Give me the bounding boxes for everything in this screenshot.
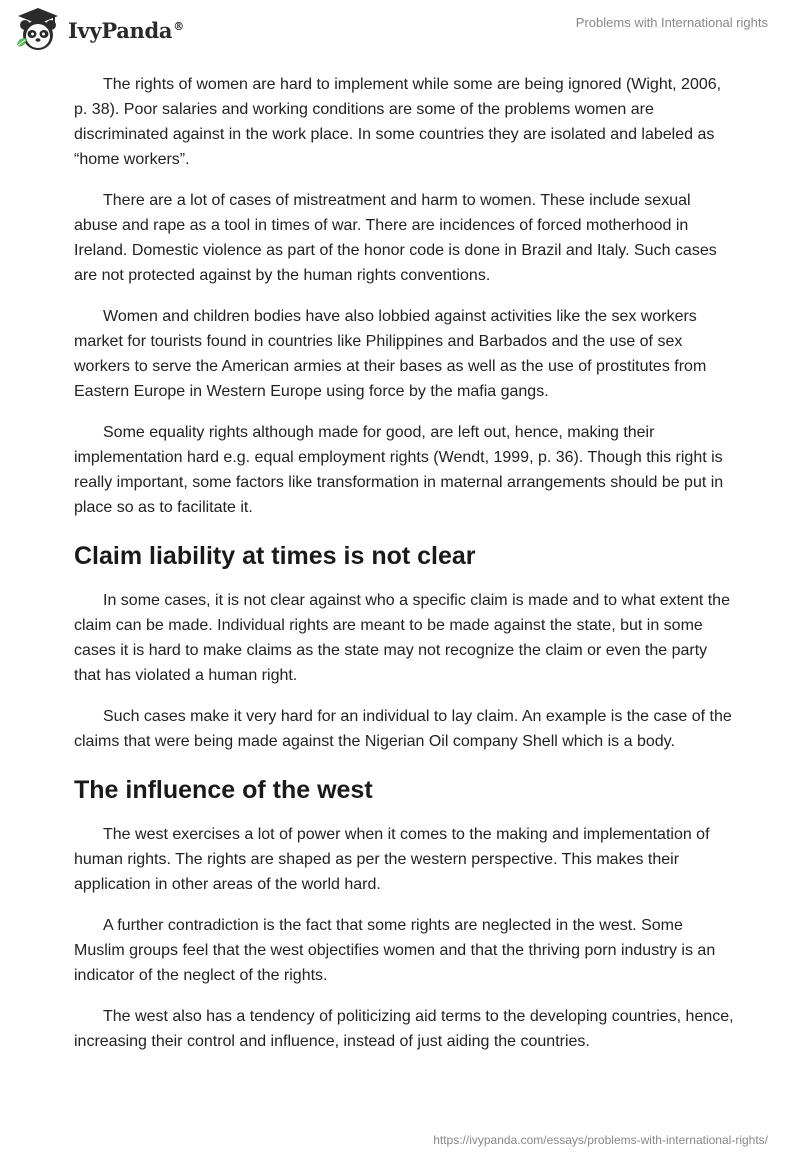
section-heading-influence-west: The influence of the west [74,776,373,804]
brand-name: IvyPanda® [68,17,184,43]
paragraph: The west also has a tendency of politicizing aid terms to the developing countries, hence, increasing their control and influence, instead of just aiding the countries. [74,1008,734,1050]
paragraph: The rights of women are hard to implement while some are being ignored (Wight, 2006, p. 38). Poor salaries and working conditions are some of the problems women are discriminated against in the work place. In some countries they are isolated and labeled as “home workers”. [74,76,722,168]
paragraph: A further contradiction is the fact that some rights are neglected in the west. Some Muslim groups feel that the west objectifies women and that the thriving porn industry is an indicator of the neglect of the rights. [74,917,716,984]
paragraph: There are a lot of cases of mistreatment and harm to women. These include sexual abuse and rape as a tool in times of war. There are incidences of forced motherhood in Ireland. Domestic violence as part of the honor code is done in Brazil and Italy. Such cases are not protected against by the human rights conventions. [74,192,717,284]
panda-icon [14,6,62,54]
paragraph: Some equality rights although made for good, are left out, hence, making their implementation hard e.g. equal employment rights (Wendt, 1999, p. 36). Though this right is really important, some factors like transformation in maternal arrangements should be put in place so as to facilitate it. [74,424,724,516]
ivypanda-logo[interactable] [14,6,184,54]
document-title: Problems with International rights [575,15,768,30]
source-url-link[interactable]: https://ivypanda.com/essays/problems-with-international-rights/ [433,1133,768,1147]
paragraph: In some cases, it is not clear against who a specific claim is made and to what extent the claim can be made. Individual rights are meant to be made against the state, but in some cases it is hard to make claims as the state may not recognize the claim or even the party that has violated a human right. [74,592,730,684]
section-heading-claim-liability: Claim liability at times is not clear [74,542,476,570]
paragraph: Such cases make it very hard for an individual to lay claim. An example is the case of the claims that were being made against the Nigerian Oil company Shell which is a body. [74,708,732,750]
paragraph: Women and children bodies have also lobbied against activities like the sex workers market for tourists found in countries like Philippines and Barbados and the use of sex workers to serve the American armies at their bases as well as the use of prostitutes from Eastern Europe in Western Europe using force by the mafia gangs. [74,308,707,400]
essay-body [74,72,734,1070]
page-header [0,0,800,60]
paragraph: The west exercises a lot of power when it comes to the making and implementation of human rights. The rights are shaped as per the western perspective. This makes their application in other areas of the world hard. [74,826,710,893]
